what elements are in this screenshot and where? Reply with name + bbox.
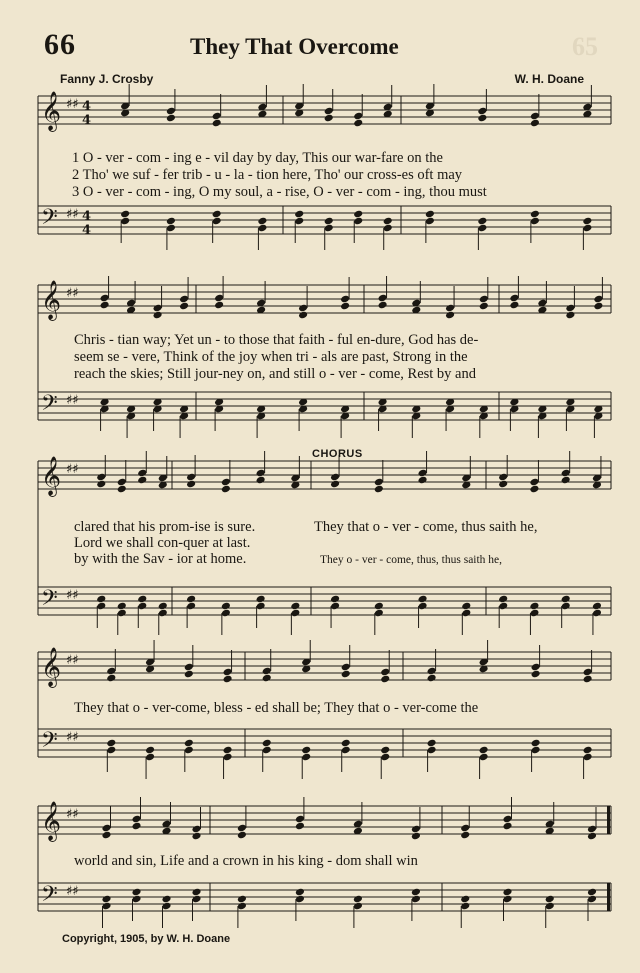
final-barline [607, 806, 610, 834]
note-head [214, 301, 224, 310]
lyricist-credit: Fanny J. Crosby [60, 72, 154, 86]
note-head [561, 476, 571, 485]
lyric-system3-verse1: clared that his prom-ise is sure. [74, 519, 256, 535]
note-head [530, 210, 540, 219]
note-head [237, 895, 247, 904]
treble-clef-icon: 𝄞 [41, 647, 62, 687]
note-head [383, 217, 393, 226]
key-signature-icon: ♯♯ [66, 462, 79, 477]
note-head [498, 595, 508, 604]
note-head [411, 888, 421, 897]
note-head [561, 595, 571, 604]
note-head [477, 217, 487, 226]
bass-clef-icon: 𝄢 [41, 391, 58, 421]
key-signature-icon: ♯♯ [66, 884, 79, 899]
lyric-system3-verse2: Lord we shall con-quer at last. [74, 535, 251, 551]
note-head [545, 895, 555, 904]
note-head [427, 674, 437, 683]
note-head [101, 831, 111, 840]
note-head [191, 888, 201, 897]
treble-clef-icon: 𝄞 [41, 280, 62, 320]
note-head [330, 480, 340, 489]
note-head [353, 895, 363, 904]
lyric-system3-verse3: by with the Sav - ior at home. [74, 551, 247, 567]
lyric-system4: They that o - ver-come, bless - ed shall be; They that o - ver-come the [74, 700, 479, 716]
treble-clef-icon: 𝄞 [41, 801, 62, 841]
note-head [380, 675, 390, 684]
treble-clef-icon: 𝄞 [41, 456, 62, 496]
note-head [290, 602, 300, 611]
note-head [221, 485, 231, 494]
note-head [186, 595, 196, 604]
note-head [479, 302, 489, 311]
note-head [330, 595, 340, 604]
hymn-title: They That Overcome [190, 34, 399, 59]
note-head [179, 302, 189, 311]
hymn-number: 66 [44, 28, 76, 61]
note-head [161, 895, 171, 904]
note-head [158, 602, 168, 611]
lyric-system2-verse3: reach the skies; Still jour-ney on, and still o - ver - come, Rest by and [74, 366, 476, 382]
note-head [117, 602, 127, 611]
note-head [374, 485, 384, 494]
note-head [531, 739, 541, 748]
note-head [477, 114, 487, 123]
lyric-system1-verse1: 1 O - ver - com - ing e - vil day by day, This our war-fare on the [72, 150, 443, 166]
note-head [583, 746, 593, 755]
note-head [324, 217, 334, 226]
bass-clef-icon: 𝄢 [41, 728, 58, 758]
key-signature-icon: ♯♯ [66, 286, 79, 301]
note-head [353, 210, 363, 219]
note-head [502, 822, 512, 831]
note-head [529, 485, 539, 494]
note-head [100, 301, 110, 310]
bass-clef-icon: 𝄢 [41, 882, 58, 912]
note-head [257, 217, 267, 226]
note-head [106, 674, 116, 683]
lyric-system5: world and sin, Life and a crown in his king - dom shall win [74, 853, 418, 869]
note-head [131, 822, 141, 831]
note-head [106, 739, 116, 748]
note-head [166, 114, 176, 123]
note-head [145, 746, 155, 755]
note-head [529, 602, 539, 611]
note-head [96, 480, 106, 489]
note-head [237, 831, 247, 840]
lyric-system1-verse2: 2 Tho' we suf - fer trib - u - la - tion here, Tho' our cross-es oft may [72, 167, 463, 183]
bleed-through-number: 65 [572, 32, 598, 61]
chorus-label: CHORUS [312, 448, 363, 460]
note-head [418, 476, 428, 485]
bass-clef-icon: 𝄢 [41, 586, 58, 616]
note-head [101, 895, 111, 904]
key-signature-icon: ♯♯ [66, 588, 79, 603]
key-signature-icon: ♯♯ [66, 653, 79, 668]
note-head [587, 888, 597, 897]
key-signature-icon: ♯♯ [66, 730, 79, 745]
note-head [592, 602, 602, 611]
note-head [295, 888, 305, 897]
note-head [378, 301, 388, 310]
note-head [380, 746, 390, 755]
time-signature-bottom: 4 [82, 223, 92, 238]
note-head [256, 476, 266, 485]
note-head [587, 832, 597, 841]
note-head [262, 674, 272, 683]
note-head [137, 476, 147, 485]
key-signature-icon: ♯♯ [66, 207, 79, 222]
note-head [184, 670, 194, 679]
note-head [223, 746, 233, 755]
note-head [353, 119, 363, 128]
note-head [425, 210, 435, 219]
bass-clef-icon: 𝄢 [41, 205, 58, 235]
note-head [256, 595, 266, 604]
lyric-system2-verse1: Chris - tian way; Yet un - to those that faith - ful en-dure, God has de- [74, 332, 479, 348]
note-head [166, 217, 176, 226]
note-head [530, 119, 540, 128]
note-head [582, 217, 592, 226]
note-head [295, 822, 305, 831]
note-head [340, 302, 350, 311]
note-head [531, 670, 541, 679]
note-head [374, 602, 384, 611]
treble-clef-icon: 𝄞 [41, 91, 62, 131]
note-head [294, 210, 304, 219]
note-head [212, 210, 222, 219]
final-barline [607, 883, 610, 911]
note-head [131, 888, 141, 897]
note-head [479, 746, 489, 755]
note-head [191, 832, 201, 841]
note-head [223, 675, 233, 684]
note-head [120, 210, 130, 219]
lyric-chorus-bass: They o - ver - come, thus, thus saith he, [320, 554, 503, 566]
note-head [583, 675, 593, 684]
note-head [498, 480, 508, 489]
note-head [262, 739, 272, 748]
note-head [324, 114, 334, 123]
note-head [96, 595, 106, 604]
time-signature-top: 4 [82, 209, 92, 224]
note-head [186, 480, 196, 489]
note-head [411, 832, 421, 841]
note-head [153, 311, 163, 320]
note-head [341, 739, 351, 748]
note-head [137, 595, 147, 604]
lyric-chorus-soprano: They that o - ver - come, thus saith he, [314, 519, 538, 535]
composer-credit: W. H. Doane [514, 72, 584, 86]
note-head [298, 311, 308, 320]
note-head [593, 302, 603, 311]
note-head [418, 595, 428, 604]
time-signature-top: 4 [82, 99, 92, 114]
note-head [509, 301, 519, 310]
note-head [460, 831, 470, 840]
note-head [221, 602, 231, 611]
key-signature-icon: ♯♯ [66, 807, 79, 822]
copyright-notice: Copyright, 1905, by W. H. Doane [62, 933, 231, 945]
note-head [565, 311, 575, 320]
note-head [461, 602, 471, 611]
note-head [212, 119, 222, 128]
key-signature-icon: ♯♯ [66, 97, 79, 112]
note-head [502, 888, 512, 897]
key-signature-icon: ♯♯ [66, 393, 79, 408]
note-head [445, 311, 455, 320]
note-head [341, 670, 351, 679]
note-head [117, 485, 127, 494]
note-head [184, 739, 194, 748]
note-head [301, 746, 311, 755]
time-signature-bottom: 4 [82, 113, 92, 128]
lyric-system1-verse3: 3 O - ver - com - ing, O my soul, a - rise, O - ver - com - ing, thou must [72, 184, 487, 200]
note-head [460, 895, 470, 904]
note-head [427, 739, 437, 748]
lyric-system2-verse2: seem se - vere, Think of the joy when tri - als are past, Strong in the [74, 349, 468, 365]
